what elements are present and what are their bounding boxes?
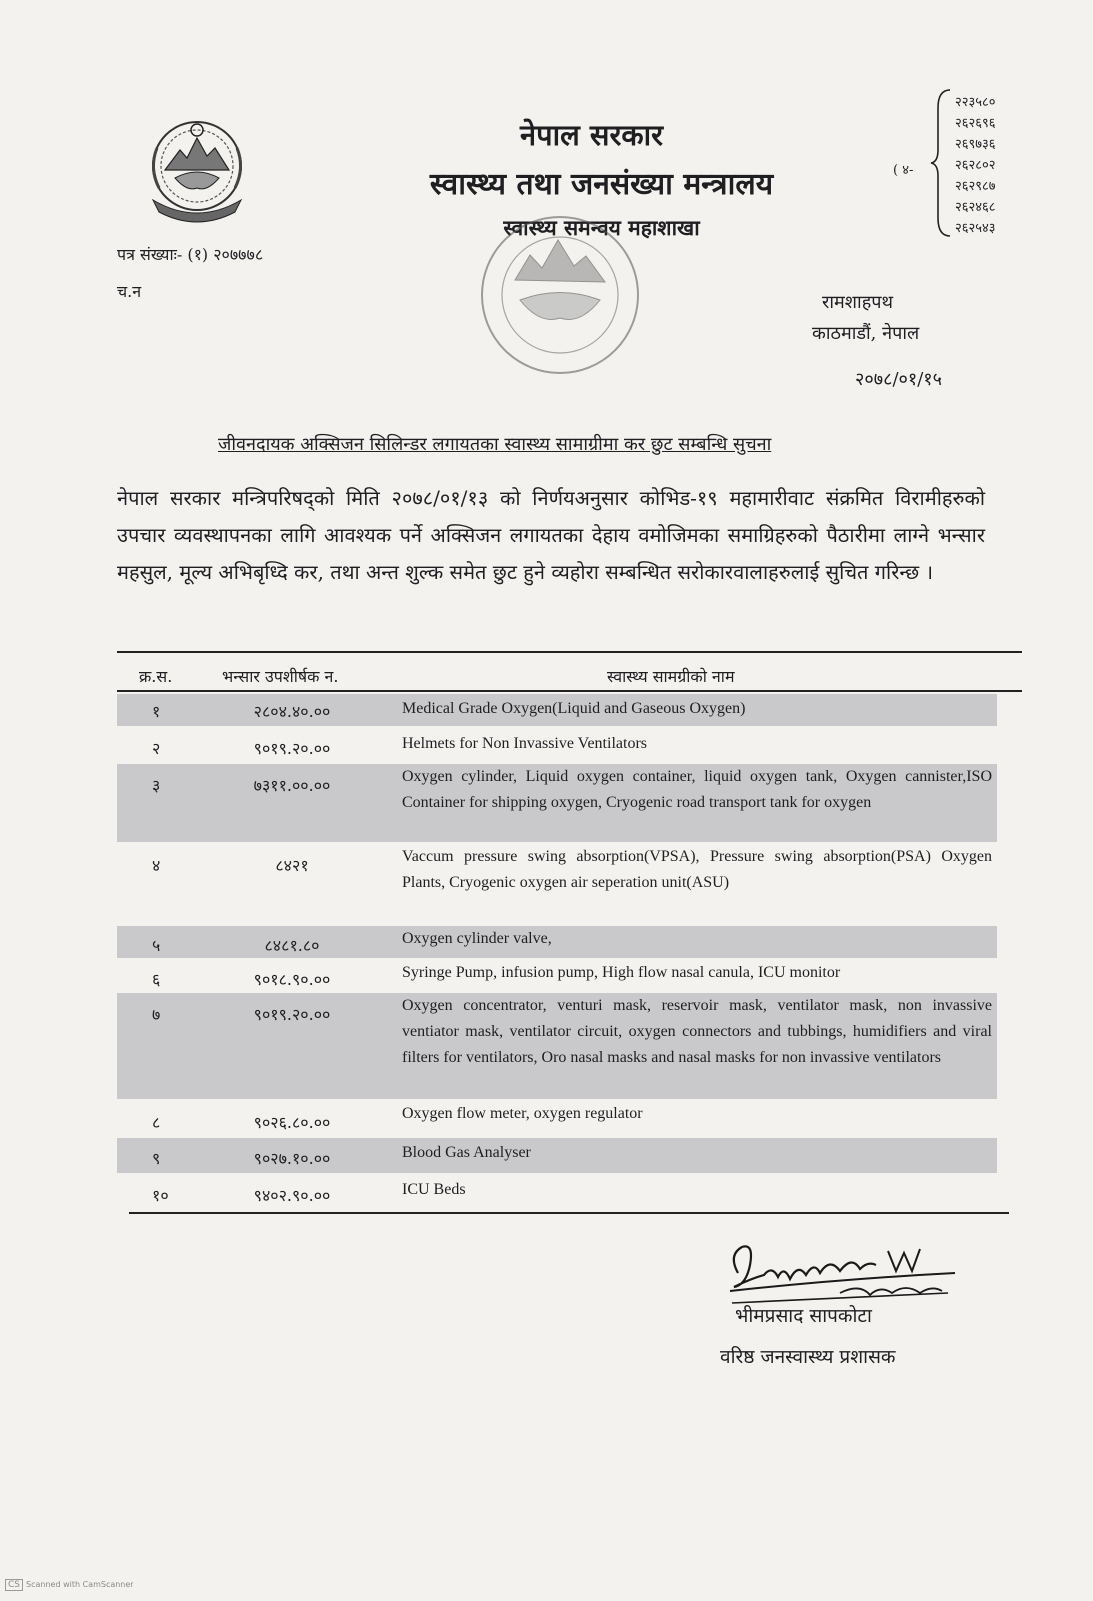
- cell-name: Blood Gas Analyser: [402, 1144, 531, 1161]
- body-paragraph: नेपाल सरकार मन्त्रिपरिषद्को मिति २०७८/०१/१३ को निर्णयअनुसार कोभिड-१९ महामारीवाट संक्रमित विरामीहरुको उपचार व्यवस्थापनका लागि आवश्यक पर्ने अक्सिजन लगायतका देहाय वमोजिमका समाग्रिहरुको पैठारीमा लाग्ने भन्सार महसुल, मूल्य अभिबृध्दि कर, तथा अन्त शुल्क समेत छुट हुने व्यहोरा सम्बन्धित सरोकारवालाहरुलाई सुचित गरिन्छ ।: [117, 486, 985, 584]
- cell-sn: १: [152, 702, 161, 721]
- cell-code: २८०४.४०.००: [253, 702, 331, 721]
- cell-name: Oxygen concentrator, venturi mask, reservoir mask, ventilator mask, non invassive ventiator mask, ventilator circuit, oxygen connectors and tubbings, humidifiers and viral filters for ventilators, Oro nasal masks and nasal masks for non invassive ventilators: [402, 997, 992, 1066]
- table-row: [117, 1138, 997, 1173]
- table-row: [117, 960, 997, 992]
- cell-name: Vaccum pressure swing absorption(VPSA), Pressure swing absorption(PSA) Oxygen Plants, Cryogenic oxygen air seperation unit(ASU): [402, 848, 992, 891]
- office-stamp-icon: [470, 200, 650, 385]
- phone-number: २६२९८७: [955, 179, 996, 194]
- subject-line: जीवनदायक अक्सिजन सिलिन्डर लगायतका स्वास्थ्य सामाग्रीमा कर छुट सम्बन्धि सुचना: [218, 434, 772, 455]
- table-rule: [117, 651, 1022, 653]
- handwritten-signature: [720, 1235, 960, 1345]
- cell-code: ९०१९.२०.००: [253, 1005, 331, 1024]
- column-header-sn: क्र.स.: [139, 667, 173, 686]
- dispatch-number: च.न: [117, 282, 142, 301]
- letter-date: २०७८/०१/१५: [855, 369, 943, 390]
- cell-name: ICU Beds: [402, 1181, 466, 1198]
- signatory-designation: वरिष्ठ जनस्वास्थ्य प्रशासक: [720, 1346, 896, 1368]
- scanner-watermark: [5, 1579, 134, 1591]
- address-line: काठमाडौं, नेपाल: [812, 323, 920, 344]
- cell-name: Oxygen flow meter, oxygen regulator: [402, 1105, 643, 1122]
- office-address: [812, 287, 919, 349]
- cell-sn: ८: [152, 1113, 161, 1132]
- cell-code: ९०१८.९०.००: [253, 970, 331, 989]
- table-row: [117, 1101, 997, 1136]
- cell-name: Oxygen cylinder valve,: [402, 930, 552, 947]
- cell-sn: ९: [152, 1149, 161, 1168]
- phone-number: २६२६९६: [955, 116, 996, 131]
- address-line: रामशाहपथ: [822, 292, 893, 313]
- reference-number: पत्र संख्याः- (१) २०७७७८: [117, 245, 264, 264]
- cell-name: Helmets for Non Invassive Ventilators: [402, 735, 647, 752]
- division-title: स्वास्थ्य समन्वय महाशाखा: [503, 215, 700, 240]
- table-row: [117, 993, 997, 1099]
- cell-code: ९०२७.१०.००: [253, 1149, 331, 1168]
- cell-sn: १०: [152, 1186, 169, 1205]
- cell-sn: ४: [152, 856, 161, 875]
- cell-code: ९०१९.२०.००: [253, 739, 331, 758]
- phone-list: [955, 92, 996, 239]
- cell-sn: ३: [152, 776, 161, 795]
- phone-number: २६२८०२: [955, 158, 996, 173]
- table-rule: [129, 1212, 1009, 1214]
- cell-code: ८४८१.८०: [264, 936, 320, 955]
- government-title: नेपाल सरकार: [520, 118, 663, 152]
- signatory-name: भीमप्रसाद सापकोटा: [735, 1305, 872, 1327]
- table-row: [117, 926, 997, 958]
- scanner-watermark-text: Scanned with CamScanner: [26, 1580, 134, 1589]
- cell-name: Medical Grade Oxygen(Liquid and Gaseous Oxygen): [402, 700, 746, 717]
- cell-sn: ६: [152, 970, 161, 989]
- phone-number: २६२४६८: [955, 200, 996, 215]
- cell-sn: २: [152, 739, 161, 758]
- cell-sn: ७: [152, 1005, 161, 1024]
- cell-sn: ५: [152, 936, 161, 955]
- cell-name: Oxygen cylinder, Liquid oxygen container, liquid oxygen tank, Oxygen cannister,ISO Container for shipping oxygen, Cryogenic road transport tank for oxygen: [402, 768, 992, 811]
- phone-number: २६२५४३: [955, 221, 996, 236]
- ministry-title: स्वास्थ्य तथा जनसंख्या मन्त्रालय: [429, 167, 774, 202]
- table-row: [117, 844, 997, 922]
- table-row: [117, 1175, 997, 1210]
- table-row: [117, 694, 997, 726]
- cell-name: Syringe Pump, infusion pump, High flow nasal canula, ICU monitor: [402, 964, 841, 981]
- column-header-code: भन्सार उपशीर्षक न.: [222, 667, 339, 686]
- phone-number: २२३५८०: [955, 95, 996, 110]
- camscanner-logo-icon: CS: [5, 1579, 23, 1591]
- brace-icon: [930, 88, 952, 238]
- phone-prefix: ( ४-: [893, 163, 914, 178]
- column-header-name: स्वास्थ्य सामग्रीको नाम: [607, 667, 735, 686]
- phone-number: २६९७३६: [955, 137, 996, 152]
- cell-code: ७३११.००.००: [253, 776, 331, 795]
- table-row: [117, 764, 997, 842]
- table-rule: [117, 690, 1022, 692]
- cell-code: ९४०२.९०.००: [253, 1186, 331, 1205]
- cell-code: ९०२६.८०.००: [253, 1113, 331, 1132]
- cell-code: ८४२१: [275, 856, 309, 875]
- table-row: [117, 729, 997, 761]
